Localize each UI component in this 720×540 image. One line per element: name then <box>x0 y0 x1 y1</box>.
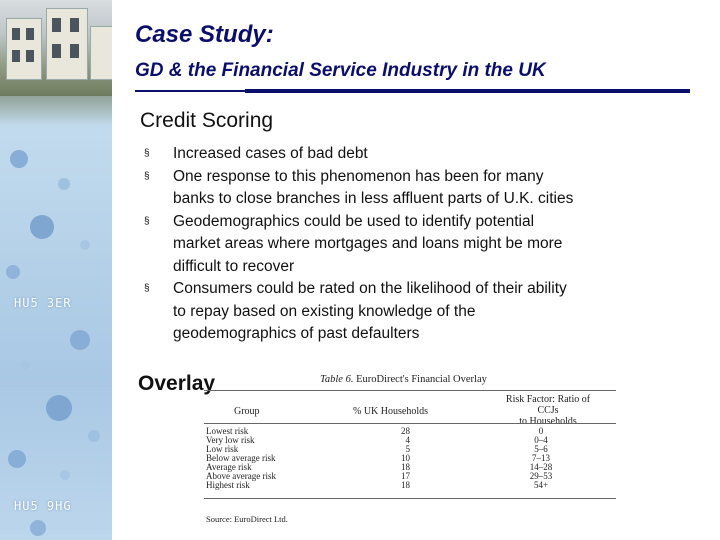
row-group-cell: Below average risk <box>206 453 276 463</box>
row-households-cell: 4 <box>405 435 410 445</box>
row-group-cell: Highest risk <box>206 480 250 490</box>
bullet-line: Consumers could be rated on the likelihood of their ability <box>173 280 567 297</box>
table-source: Source: EuroDirect Ltd. <box>206 514 288 524</box>
column-header-group: Group <box>234 406 260 417</box>
bullet-item <box>144 211 684 279</box>
column-header-households: % UK Households <box>353 406 428 417</box>
bullet-line: banks to close branches in less affluent parts of U.K. cities <box>173 190 574 207</box>
table-body <box>206 427 611 490</box>
row-risk-cell: 5–6 <box>534 444 548 454</box>
bullet-marker: § <box>144 148 150 159</box>
row-group-cell: Very low risk <box>206 435 255 445</box>
bullet-marker: § <box>144 215 150 227</box>
bullet-line: market areas where mortgages and loans might be more <box>173 235 563 252</box>
table-row <box>206 481 611 490</box>
bullet-line: difficult to recover <box>173 257 295 275</box>
postcode-label: HU5 9HG <box>14 499 72 513</box>
row-risk-cell: 14–28 <box>529 462 553 472</box>
bullet-line: to repay based on existing knowledge of the <box>173 302 476 320</box>
overlay-heading: Overlay <box>138 372 216 395</box>
bullet-item <box>144 278 684 346</box>
row-households-cell: 18 <box>401 462 410 472</box>
bullet-marker: § <box>144 170 150 182</box>
slide-subtitle: GD & the Financial Service Industry in the UK <box>135 60 546 81</box>
row-risk-cell: 0 <box>538 426 544 436</box>
row-households-cell: 5 <box>405 444 410 454</box>
row-households-cell: 10 <box>401 453 410 463</box>
table-caption <box>320 374 487 385</box>
decorative-sidebar <box>0 0 112 540</box>
row-households-cell: 28 <box>401 426 410 436</box>
bullet-line: Increased cases of bad debt <box>173 145 368 162</box>
row-risk-cell: 0–4 <box>534 435 548 445</box>
row-group-cell: Average risk <box>206 462 252 472</box>
row-risk-cell: 29–53 <box>529 471 553 481</box>
column-header-risk-line: Risk Factor: Ratio of CCJs <box>505 394 591 416</box>
row-households-cell: 18 <box>401 480 410 490</box>
title-underline <box>135 90 245 92</box>
slide-title-block <box>135 20 546 86</box>
table-caption-prefix: Table 6. <box>320 374 354 385</box>
table-caption-title: EuroDirect's Financial Overlay <box>356 374 487 385</box>
postcode-label: HU5 3ER <box>14 296 72 310</box>
slide-title: Case Study: <box>135 21 274 48</box>
row-risk-cell: 7–13 <box>532 453 550 463</box>
overlay-table-image <box>198 370 618 530</box>
row-group-cell: Lowest risk <box>206 426 249 436</box>
row-group-cell: Low risk <box>206 444 239 454</box>
bullet-line: geodemographics of past defaulters <box>173 325 420 342</box>
row-group-cell: Above average risk <box>206 471 276 481</box>
houses-photo <box>0 0 112 96</box>
row-households-cell: 17 <box>401 471 410 481</box>
section-heading: Credit Scoring <box>140 109 274 132</box>
bullet-marker: § <box>144 283 150 294</box>
bullet-line: Geodemographics could be used to identify potential <box>173 212 535 230</box>
bullet-item <box>144 166 684 211</box>
row-risk-cell: 54+ <box>533 480 549 490</box>
title-divider <box>245 89 690 93</box>
bullet-list <box>144 143 684 346</box>
column-header-risk-line: to Households <box>519 416 577 427</box>
bullet-line: One response to this phenomenon has been for many <box>173 167 544 185</box>
bullet-item <box>144 143 684 166</box>
